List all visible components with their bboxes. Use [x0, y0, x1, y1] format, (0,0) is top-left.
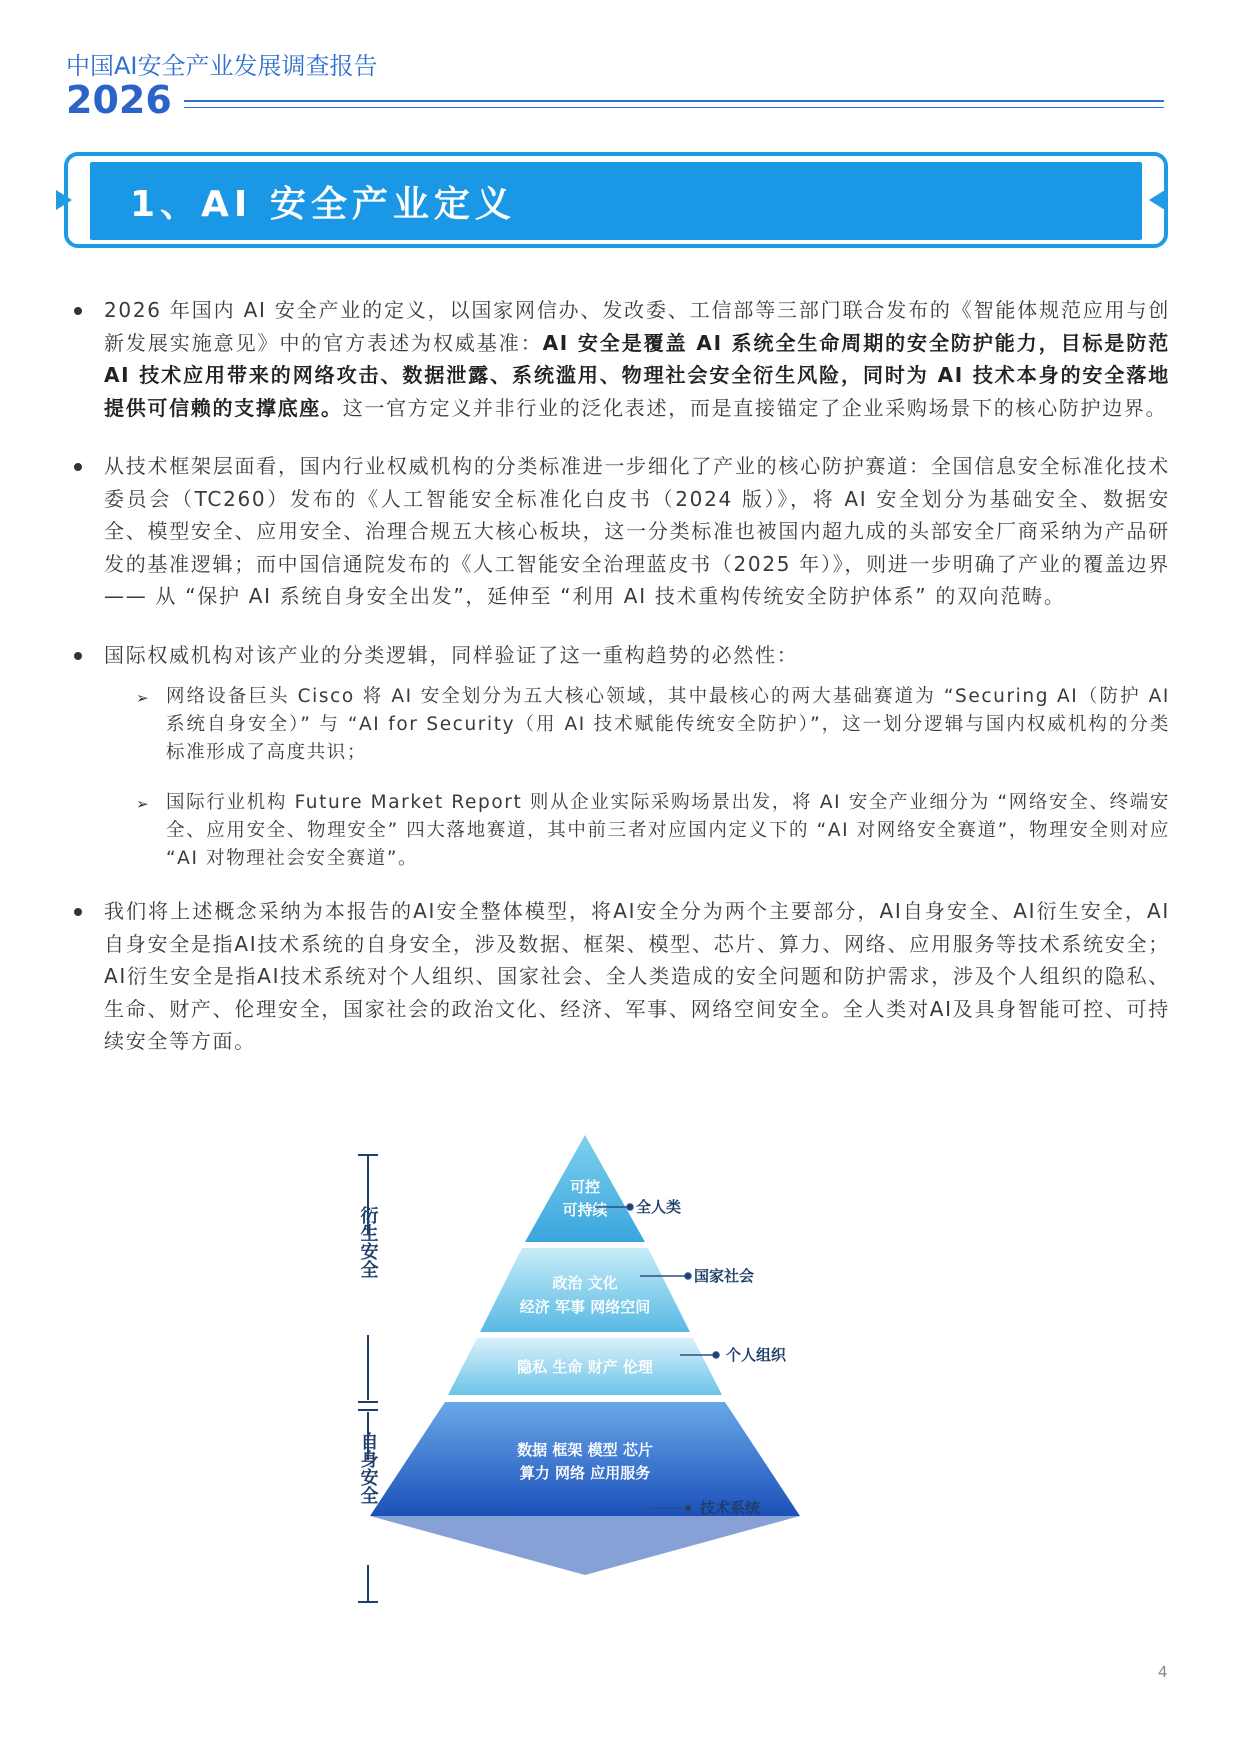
banner-arrow-left-icon [56, 190, 72, 210]
paragraph-text: 这一官方定义并非行业的泛化表述，而是直接锚定了企业采购场景下的核心防护边界。 [342, 395, 1168, 420]
paragraph-text: 国际权威机构对该产业的分类逻辑，同样验证了这一重构趋势的必然性： [104, 642, 799, 667]
paragraph-model [74, 895, 1170, 1058]
header-rule [184, 100, 1164, 102]
paragraph-bold-text: AI 安全是覆盖 AI 系统全生命周期的安全防护能力，目标是防范 AI 技术应用带来的网络攻击、数据泄露、系统滥用、物理社会安全衍生风险，同时为 AI 技术本身的安全落地提供可信赖的支撑底座。 [104, 330, 1170, 420]
callout-individual-org: 个人组织 [726, 1346, 787, 1364]
ai-security-pyramid-figure [330, 1130, 920, 1630]
header-rule-thin [184, 107, 1164, 108]
paragraph-text: 2026 年国内 AI 安全产业的定义，以国家网信办、发改委、工信部等三部门联合发布的《智能体规范应用与创新发展实施意见》中的官方表述为权威基准： [104, 298, 1170, 355]
layer4-text-b: 算力 网络 应用服务 [519, 1464, 651, 1482]
report-year: 2026 [66, 78, 172, 122]
paragraph-definition [74, 294, 1170, 424]
self-security-label: 自身安全 [357, 1432, 379, 1504]
callout-dot-icon [713, 1352, 719, 1358]
paragraph-international [74, 639, 1170, 672]
layer4-text-a: 数据 框架 模型 芯片 [517, 1441, 653, 1459]
paragraph-framework [74, 450, 1170, 613]
body-content [74, 294, 1170, 1084]
callout-dot-icon [627, 1204, 633, 1210]
report-title: 中国AI安全产业发展调查报告 [66, 52, 378, 80]
callout-dot-icon [685, 1273, 691, 1279]
derived-security-label: 衍生安全 [357, 1206, 379, 1278]
layer1-text-a: 可控 [569, 1178, 601, 1196]
bullet-icon [74, 908, 82, 916]
sub-item-fmr [74, 789, 1170, 873]
sub-item-cisco [74, 683, 1170, 767]
layer2-text-a: 政治 文化 [552, 1274, 618, 1292]
sub-item-text: 国际行业机构 Future Market Report 则从企业实际采购场景出发，将 AI 安全产业细分为 “网络安全、终端安全、应用安全、物理安全” 四大落地赛道，其中前三者对应国内定义下的 “AI 对网络安全赛道”，物理安全则对应 “AI 对物理社会安全赛道”。 [166, 792, 1170, 869]
section-title: 1、AI 安全产业定义 [130, 184, 516, 225]
callout-nation-society: 国家社会 [694, 1267, 755, 1285]
arrow-bullet-icon: ➢ [136, 689, 151, 707]
callout-dot-icon [685, 1505, 691, 1511]
bullet-icon [74, 652, 82, 660]
arrow-bullet-icon: ➢ [136, 795, 151, 813]
bullet-icon [74, 307, 82, 315]
layer2-text-b: 经济 军事 网络空间 [519, 1298, 651, 1316]
callout-humanity: 全人类 [636, 1198, 682, 1216]
callout-tech-system: 技术系统 [700, 1499, 761, 1517]
paragraph-text: 从技术框架层面看，国内行业权威机构的分类标准进一步细化了产业的核心防护赛道：全国信息安全标准化技术委员会（TC260）发布的《人工智能安全标准化白皮书（2024 版）》，将 AI 安全划分为基础安全、数据安全、模型安全、应用安全、治理合规五大核心板块，这一分类标准也被国内超九成的头部安全厂商采纳为产品研发的基准逻辑；而中国信通院发布的《人工智能安全治理蓝皮书（2025 年）》，则进一步明确了产业的覆盖边界 —— 从 “保护 AI 系统自身安全出发”，延伸至 “利用 AI 技术重构传统安全防护体系” 的双向范畴。 [104, 454, 1170, 608]
layer3-text: 隐私 生命 财产 伦理 [517, 1358, 653, 1376]
banner-arrow-right-icon [1149, 190, 1165, 210]
bullet-icon [74, 463, 82, 471]
layer1-text-b: 可持续 [562, 1201, 608, 1219]
sub-item-text: 网络设备巨头 Cisco 将 AI 安全划分为五大核心领域，其中最核心的两大基础赛道为 “Securing AI（防护 AI 系统自身安全）” 与 “AI for Security（用 AI 技术赋能传统安全防护）”，这一划分逻辑与国内权威机构的分类标准形成了高度共识； [166, 686, 1170, 763]
paragraph-text: 我们将上述概念采纳为本报告的AI安全整体模型，将AI安全分为两个主要部分，AI自身安全、AI衍生安全，AI自身安全是指AI技术系统的自身安全，涉及数据、框架、模型、芯片、算力、网络、应用服务等技术系统安全；AI衍生安全是指AI技术系统对个人组织、国家社会、全人类造成的安全问题和防护需求，涉及个人组织的隐私、生命、财产、伦理安全，国家社会的政治文化、经济、军事、网络空间安全。全人类对AI及具身智能可控、可持续安全等方面。 [104, 899, 1170, 1053]
page-number: 4 [1158, 1663, 1168, 1681]
